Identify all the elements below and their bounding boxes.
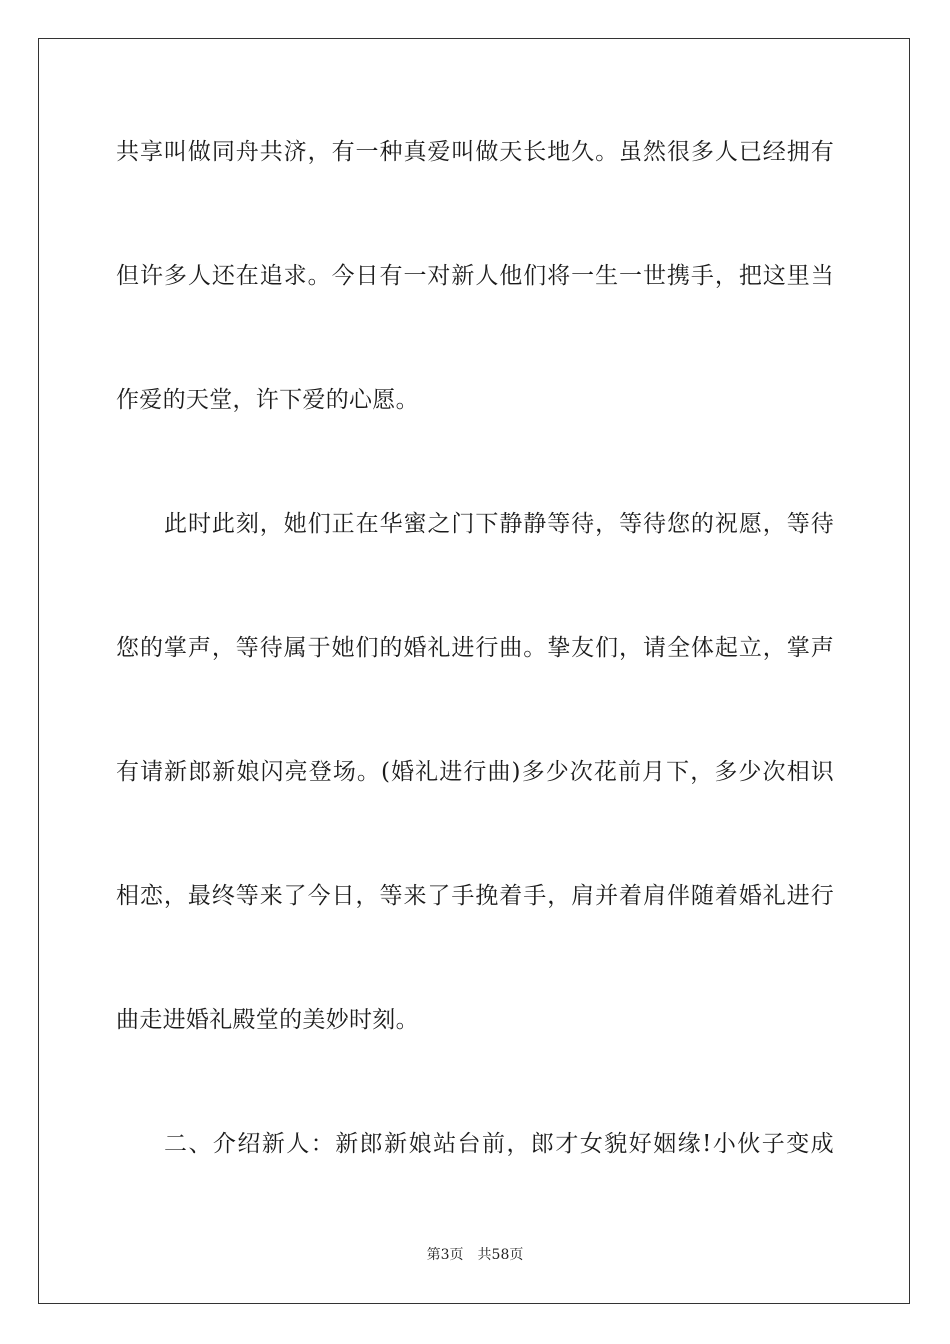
body-text-line: 您的掌声，等待属于她们的婚礼进行曲。挚友们，请全体起立，掌声 [116,635,834,661]
body-text-line: 此时此刻，她们正在华蜜之门下静静等待，等待您的祝愿，等待 [164,511,834,537]
page-footer [0,1246,950,1264]
body-text-line: 二、介绍新人：新郎新娘站台前，郎才女貌好姻缘!小伙子变成 [164,1131,834,1157]
body-text-line: 有请新郎新娘闪亮登场。(婚礼进行曲)多少次花前月下，多少次相识 [116,759,834,785]
body-text-line: 作爱的天堂，许下爱的心愿。 [116,387,419,413]
page-border [38,38,910,1304]
body-text-line: 相恋，最终等来了今日，等来了手挽着手，肩并着肩伴随着婚礼进行 [116,883,834,909]
body-text-line: 但许多人还在追求。今日有一对新人他们将一生一世携手，把这里当 [116,263,834,289]
page-number: 第3页 [426,1247,464,1263]
body-text-line: 共享叫做同舟共济，有一种真爱叫做天长地久。虽然很多人已经拥有 [116,139,834,165]
body-text-line: 曲走进婚礼殿堂的美妙时刻。 [116,1007,419,1033]
page-total: 共58页 [477,1247,524,1263]
